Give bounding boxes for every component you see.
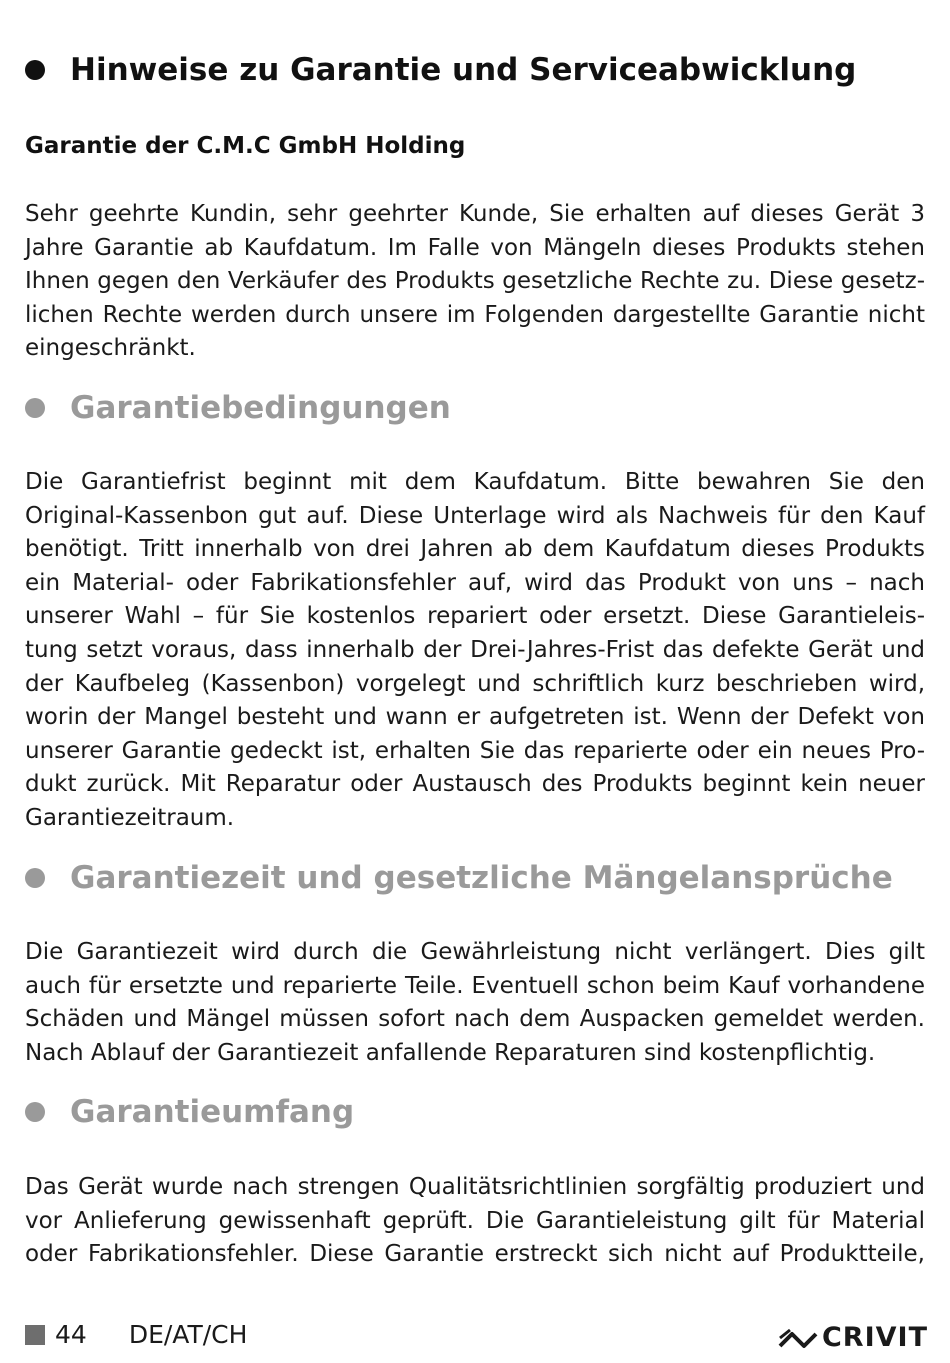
section-heading-text: Garantiezeit und gesetzliche Mängelansprüche — [70, 860, 893, 896]
section-heading-garantiezeit — [25, 860, 893, 896]
crivit-logo — [778, 1322, 928, 1353]
paragraph-line: Die Garantiezeit wird durch die Gewährleistung nicht verlängert. Dies gilt — [25, 939, 925, 965]
grey-circle-bullet-icon — [25, 868, 45, 888]
paragraph-line: lichen Rechte werden durch unsere im Folgenden dargestellte Garantie nicht — [25, 301, 925, 328]
paragraph-line: worin der Mangel besteht und wann er aufgetreten ist. Wenn der Defekt von — [25, 704, 925, 731]
logo-wordmark: CRIVIT — [821, 1322, 928, 1353]
footer-square-icon — [25, 1325, 45, 1345]
page-number: 44 — [55, 1320, 87, 1349]
country-codes: DE/AT/CH — [128, 1320, 248, 1349]
paragraph-line: dukt zurück. Mit Reparatur oder Austausch des Produkts beginnt kein neuer — [25, 771, 925, 798]
paragraph-line: Das Gerät wurde nach strengen Qualitätsrichtlinien sorgfältig produziert und — [25, 1174, 925, 1200]
paragraph-line: Original-Kassenbon gut auf. Diese Unterlage wird als Nachweis für den Kauf — [25, 502, 925, 529]
paragraph-line: Die Garantiefrist beginnt mit dem Kaufdatum. Bitte bewahren Sie den — [25, 469, 925, 495]
section-heading-garantieumfang — [25, 1094, 354, 1130]
paragraph-line: ein Material- oder Fabrikationsfehler auf, wird das Produkt von uns – nach — [25, 569, 925, 596]
paragraph-line: tung setzt voraus, dass innerhalb der Drei-Jahres-Frist das defekte Gerät und — [25, 636, 925, 663]
paragraph-garantieumfang — [25, 1171, 925, 1272]
subheading: Garantie der C.M.C GmbH Holding — [25, 133, 466, 159]
intro-paragraph — [25, 198, 925, 366]
section-heading-text: Garantiebedingungen — [70, 390, 451, 426]
paragraph-line: unserer Garantie gedeckt ist, erhalten Sie das reparierte oder ein neues Pro- — [25, 737, 925, 764]
paragraph-line: der Kaufbeleg (Kassenbon) vorgelegt und schriftlich kurz beschrieben wird, — [25, 670, 925, 697]
paragraph-garantiebedingungen — [25, 466, 925, 836]
paragraph-line: auch für ersetzte und reparierte Teile. Eventuell schon beim Kauf vorhandene — [25, 972, 925, 999]
main-heading — [25, 52, 856, 88]
paragraph-line: Garantiezeitraum. — [25, 804, 235, 831]
main-heading-text: Hinweise zu Garantie und Serviceabwicklung — [70, 52, 857, 88]
paragraph-line: Sehr geehrte Kundin, sehr geehrter Kunde, Sie erhalten auf dieses Gerät 3 — [25, 201, 925, 227]
paragraph-line: unserer Wahl – für Sie kostenlos repariert oder ersetzt. Diese Garantieleis- — [25, 603, 925, 630]
section-heading-garantiebedingungen — [25, 390, 451, 426]
paragraph-line: Schäden und Mängel müssen sofort nach dem Auspacken gemeldet werden. — [25, 1006, 925, 1033]
page-footer — [25, 1320, 247, 1349]
paragraph-line: Jahre Garantie ab Kaufdatum. Im Falle von Mängeln dieses Produkts stehen — [25, 234, 925, 261]
section-heading-text: Garantieumfang — [70, 1094, 355, 1130]
filled-circle-bullet-icon — [25, 60, 45, 80]
paragraph-line: Ihnen gegen den Verkäufer des Produkts gesetzliche Rechte zu. Diese gesetz- — [25, 268, 925, 295]
grey-circle-bullet-icon — [25, 1102, 45, 1122]
paragraph-line: benötigt. Tritt innerhalb von drei Jahren ab dem Kaufdatum dieses Produkts — [25, 536, 925, 563]
paragraph-line: vor Anlieferung gewissenhaft geprüft. Die Garantieleistung gilt für Material — [25, 1207, 925, 1234]
paragraph-line: oder Fabrikationsfehler. Diese Garantie erstreckt sich nicht auf Produktteile, — [25, 1241, 925, 1268]
grey-circle-bullet-icon — [25, 398, 45, 418]
paragraph-line: eingeschränkt. — [25, 335, 196, 362]
paragraph-line: Nach Ablauf der Garantiezeit anfallende Reparaturen sind kostenpflichtig. — [25, 1039, 876, 1066]
crivit-swoosh-logo-icon — [778, 1326, 818, 1350]
paragraph-garantiezeit — [25, 936, 925, 1070]
